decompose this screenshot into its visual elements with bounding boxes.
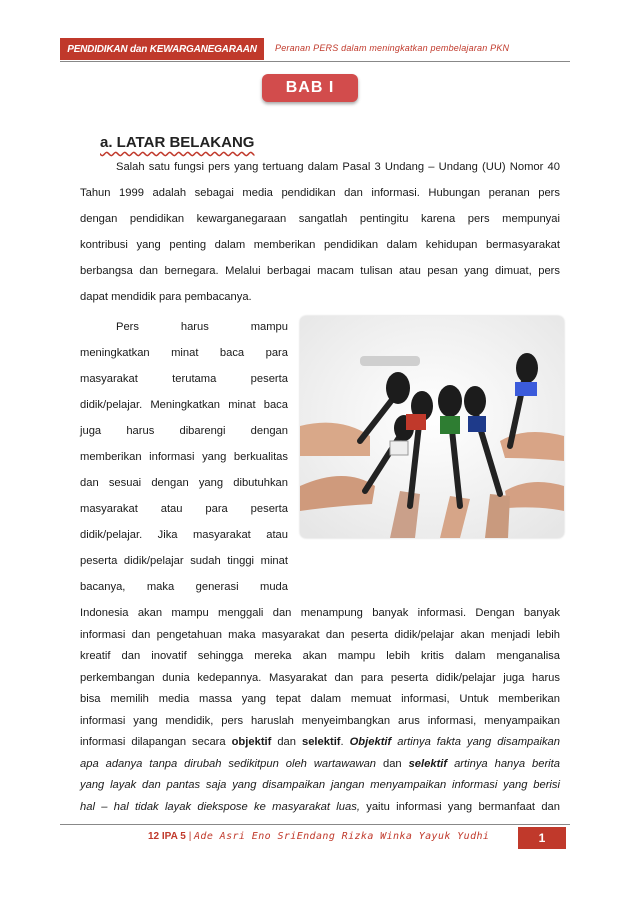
text-span: informasi dilapangan secara [80, 736, 232, 748]
paragraph-line: didik/pelajar. Meningkatkan minat baca [80, 399, 288, 411]
header-subject-box [60, 38, 264, 60]
definition-text: apa adanya tanpa dirubah sedikitpun oleh wartawawan [80, 757, 377, 770]
definition-text: hal – hal tidak layak diekspose ke masyarakat luas, [80, 800, 360, 813]
header-divider [60, 61, 570, 62]
paragraph-line: bisa memilih media massa yang tepat dalam memuat informasi, Untuk memberikan [80, 693, 560, 705]
paragraph-line-italic [80, 800, 560, 814]
paragraph-line-italic [80, 757, 560, 771]
footer-class: 12 IPA 5 [148, 831, 186, 842]
paragraph-line: dapat mendidik para pembacanya. [80, 291, 252, 303]
paragraph-line: Pers harus mampu [116, 321, 288, 333]
term-objektif: objektif [231, 736, 272, 748]
definition-text: artinya fakta yang disampaikan [391, 736, 561, 748]
paragraph-line: juga harus dibarengi dengan [80, 425, 288, 437]
press-microphones-photo-icon [300, 316, 564, 538]
paragraph-line: masyarakat terutama peserta [80, 373, 288, 385]
page-number [518, 827, 566, 849]
definition-text: artinya hanya berita [447, 757, 560, 770]
paragraph-line: kontribusi yang penting dalam memberikan pendidikan dalam kehidupan bermasyarakat [80, 239, 560, 251]
paragraph-line-italic [80, 778, 560, 792]
paragraph-line: meningkatkan minat baca para [80, 347, 288, 359]
paragraph-line: informasi dan pengetahuan maka masyarakat dan peserta didik/pelajar akan menjadi lebih [80, 628, 560, 641]
footer-divider [60, 824, 570, 825]
text-span: dan [376, 757, 409, 770]
paragraph-line-objektif [80, 735, 560, 749]
term-selektif-italic: selektif [408, 757, 448, 770]
section-heading: a. LATAR BELAKANG [100, 134, 255, 151]
definition-text: yang layak dan pantas saja yang disampaikan jangan menyampaikan informasi yang berisi [80, 779, 560, 791]
paragraph-line: berbangsa dan bernegara. Melalui berbagai macam tulisan atau pesan yang dimuat, pers [80, 265, 560, 277]
paragraph-line: dan sesuai dengan yang dibutuhkan [80, 477, 288, 489]
term-selektif: selektif [301, 736, 341, 748]
term-objektif-italic: Objektif [349, 736, 392, 748]
paragraph-line: perkembangan dunia kedepannya. Masyarakat dan para peserta didik/pelajar juga harus [80, 671, 560, 684]
paragraph-line: Salah satu fungsi pers yang tertuang dalam Pasal 3 Undang – Undang (UU) Nomor 40 [116, 161, 560, 173]
header-topic: Peranan PERS dalam meningkatkan pembelajaran PKN [275, 43, 510, 53]
paragraph-line: masyarakat atau para peserta [80, 503, 288, 515]
paragraph-line: dengan pendidikan kewarganegaraan sangatlah pentingitu karena pers mempunyai [80, 213, 560, 225]
footer-authors [148, 831, 489, 842]
page-number-label: 1 [538, 831, 546, 845]
header-subject: PENDIDIKAN dan KEWARGANEGARAAN [67, 43, 257, 55]
paragraph-line: Indonesia akan mampu menggali dan menampung banyak informasi. Dengan banyak [80, 607, 560, 619]
paragraph-line: informasi yang mendidik, pers haruslah menyeimbangkan arus informasi, menyampaikan [80, 714, 560, 727]
paragraph-line: didik/pelajar. Jika masyarakat atau [80, 529, 288, 541]
text-span: dan [271, 736, 302, 748]
chapter-badge [262, 74, 358, 102]
paragraph-line: Tahun 1999 adalah sebagai media pendidikan dan informasi. Hubungan peranan pers [80, 187, 560, 199]
footer-names: Ade Asri Eno SriEndang Rizka Winka Yayuk Yudhi [193, 831, 490, 842]
paragraph-line: kreatif dan inovatif sehingga mereka akan mampu lebih kritis dalam menganalisa [80, 650, 560, 662]
paragraph-line: bacanya, maka generasi muda [80, 581, 288, 593]
press-microphones-photo [300, 316, 564, 538]
footer-separator: | [185, 831, 192, 842]
text-span: yaitu informasi yang bermanfaat dan [359, 800, 561, 813]
chapter-label: BAB I [285, 79, 335, 96]
paragraph-line: memberikan informasi yang berkualitas [80, 451, 288, 463]
paragraph-line: peserta didik/pelajar sudah tinggi minat [80, 555, 288, 567]
text-span: . [340, 736, 350, 748]
